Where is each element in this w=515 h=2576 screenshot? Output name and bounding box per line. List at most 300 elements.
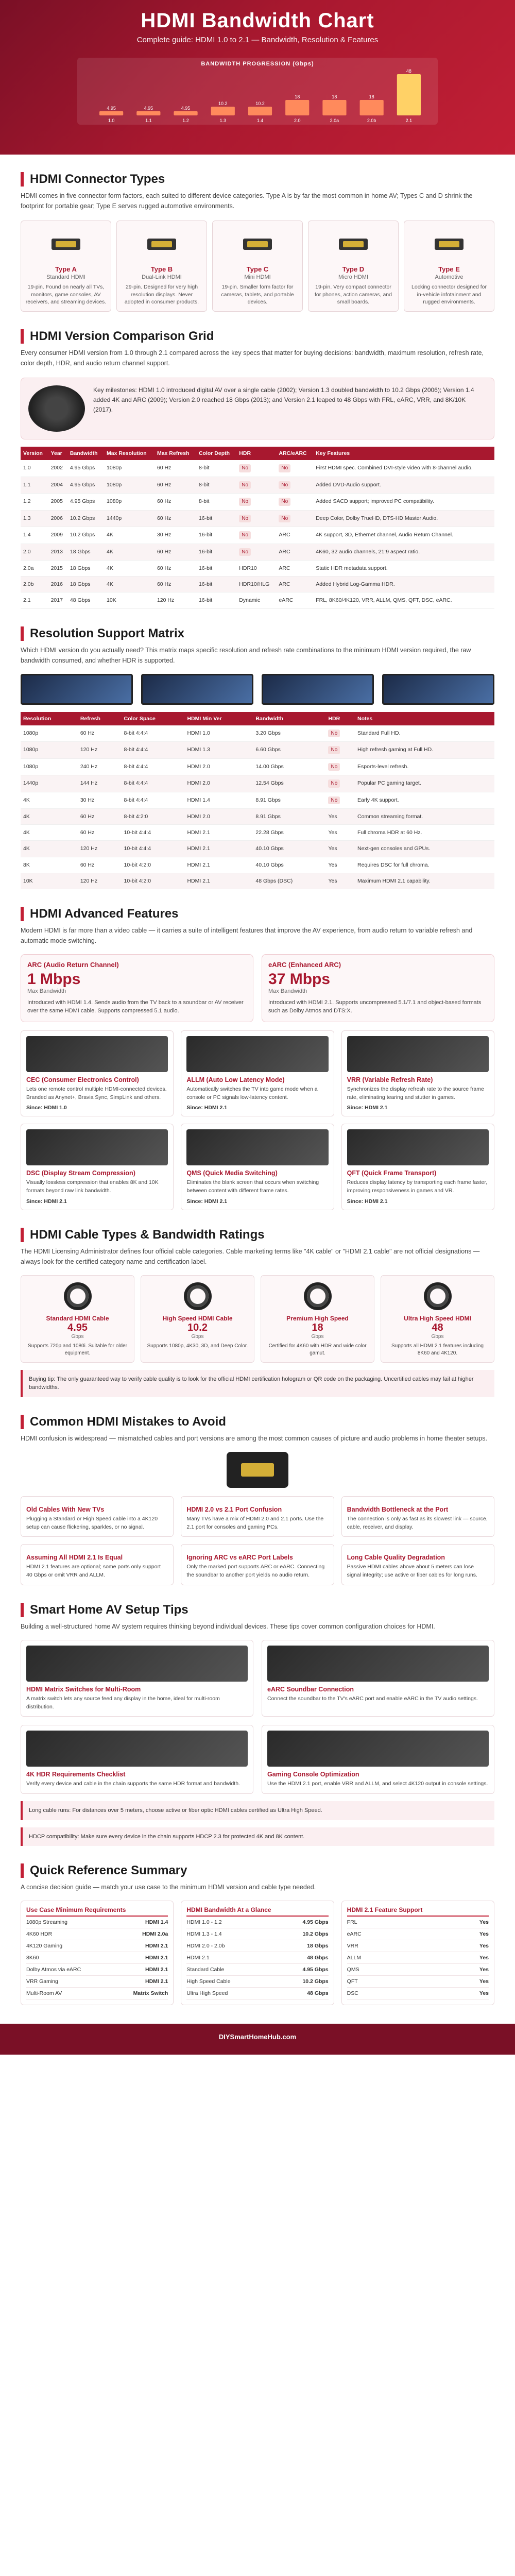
table-cell: 4K [104,544,154,561]
table-cell: 240 Hz [78,758,122,775]
connector-card [21,221,111,312]
cable-intro: The HDMI Licensing Administrator defines four official cable categories. Cable marketing terms like "4K cable" or "HDMI 2.1 cable" are not official designations — always look for the certified category name and certification label. [21,1247,480,1265]
table-cell: 4.95 Gbps [67,460,104,477]
table-cell: Deep Color, Dolby TrueHD, DTS-HD Master Audio. [313,510,494,527]
connector-section [0,172,515,312]
connector-card [308,221,399,312]
table-cell: 1.2 [21,494,48,511]
summary-value: HDMI 2.1 [145,1943,168,1950]
resolution-intro: Which HDMI version do you actually need? This matrix maps specific resolution and refresh rate combinations to the minimum HDMI version required, the raw bandwidth consumed, and whether HDR is supported. [21,646,471,664]
summary-label: QMS [347,1967,359,1973]
table-cell: 8-bit 4:4:4 [122,725,185,742]
cable-card [381,1275,494,1363]
cable-unit: Gbps [311,1333,324,1340]
summary-row [26,1928,168,1940]
setup-heading: Smart Home AV Setup Tips [30,1602,188,1617]
table-cell: 16-bit [196,561,236,577]
table-cell: Yes [325,825,355,841]
table-cell [276,477,313,494]
feature-title: QFT (Quick Frame Transport) [347,1170,437,1177]
connector-spec: Micro HDMI [338,274,369,280]
table-cell: Esports-level refresh. [355,758,494,775]
table-cell: 2.0a [21,561,48,577]
table-cell: Next-gen consoles and GPUs. [355,841,494,857]
summary-row [26,1964,168,1976]
summary-value: HDMI 2.1 [145,1955,168,1961]
table-cell [325,725,355,742]
table-cell: 8-bit 4:4:4 [122,792,185,809]
table-cell [236,460,276,477]
mistakes-intro: HDMI confusion is widespread — mismatched cables and port versions are among the most common causes of picture and audio problems in home theater setups. [21,1434,488,1442]
table-cell: 18 Gbps [67,544,104,561]
feature-desc: Automatically switches the TV into game mode when a console or PC signals low-latency content. [186,1086,318,1100]
table-cell: 8-bit 4:2:0 [122,809,185,825]
table-cell: 12.54 Gbps [253,775,325,792]
connector-image [25,226,107,262]
summary-label: eARC [347,1931,362,1938]
feature-desc: Lets one remote control multiple HDMI-connected devices. Branded as Anynet+, Bravia Sync, SimpLink and others. [26,1086,167,1100]
feature-title: QMS (Quick Media Switching) [186,1170,278,1177]
connector-card [116,221,207,312]
table-cell: 4.95 Gbps [67,477,104,494]
table-cell: 10K [104,592,154,608]
table-cell: 3.20 Gbps [253,725,325,742]
table-cell: 48 Gbps [67,592,104,608]
summary-row [186,1940,328,1952]
cable-desc: Supports 720p and 1080i. Suitable for older equipment. [28,1343,127,1356]
version-row [21,544,494,561]
summary-label: FRL [347,1919,357,1926]
table-cell: 1080p [21,725,78,742]
table-cell: 16-bit [196,544,236,561]
table-cell: Full chroma HDR at 60 Hz. [355,825,494,841]
table-cell: 60 Hz [78,809,122,825]
table-cell: 60 Hz [154,510,196,527]
summary-intro: A concise decision guide — match your use case to the minimum HDMI version and cable type needed. [21,1884,316,1891]
hdcp-tip: HDCP compatibility: Make sure every device in the chain supports HDCP 2.3 for protected 4K and 8K content. [21,1827,494,1846]
summary-label: DSC [347,1990,358,1997]
table-cell: 1080p [21,758,78,775]
table-cell: Yes [325,873,355,889]
table-cell: Early 4K support. [355,792,494,809]
cable-section [0,1228,515,1397]
version-section [0,329,515,609]
table-cell: 1440p [21,775,78,792]
chart-bar [248,107,272,115]
cable-name: High Speed HDMI Cable [162,1314,233,1322]
connector-desc: Locking connector designed for in-vehicle infotainment and rugged environments. [411,284,487,306]
summary-row [347,1928,489,1940]
table-cell: HDMI 2.0 [184,775,253,792]
table-cell [236,477,276,494]
table-cell: 2.1 [21,592,48,608]
cable-unit: Gbps [71,1333,84,1340]
feature-title: ALLM (Auto Low Latency Mode) [186,1076,285,1083]
table-cell: 120 Hz [78,873,122,889]
version-intro: Every consumer HDMI version from 1.0 through 2.1 compared across the key specs that matter for buying decisions: bandwidth, maximum resolution, refresh rate, color depth, HDR, and audio return channel support. [21,349,484,367]
chart-bar [360,100,384,115]
table-cell: 2013 [48,544,67,561]
chart-tick-label: 2.0 [294,118,301,123]
feature-version: Since: HDMI 2.1 [347,1105,388,1111]
table-cell: 10.2 Gbps [67,510,104,527]
table-cell [325,742,355,759]
table-cell [276,494,313,511]
cable-value: 4.95 [67,1321,88,1333]
summary-value: Matrix Switch [133,1990,168,1997]
table-cell: 2015 [48,561,67,577]
feature-version: Since: HDMI 2.1 [347,1198,388,1205]
table-cell: Popular PC gaming target. [355,775,494,792]
mistake-title: HDMI 2.0 vs 2.1 Port Confusion [186,1505,282,1513]
chart-tick-label: 1.0 [108,118,115,123]
connector-image [217,226,298,262]
summary-value: 10.2 Gbps [302,1931,329,1938]
earc-card [262,954,494,1022]
table-cell: 40.10 Gbps [253,841,325,857]
setup-desc: Use the HDMI 2.1 port, enable VRR and ALLM, and select 4K120 output in console settings. [267,1781,488,1787]
summary-label: VRR [347,1943,358,1950]
version-row [21,561,494,577]
table-cell: 4K [104,527,154,544]
resolution-row [21,725,494,742]
cable-value: 18 [312,1321,323,1333]
connector-name: Type C [246,265,269,273]
feature-card [341,1124,494,1210]
connector-spec: Mini HDMI [244,274,271,280]
mistake-card [341,1496,494,1537]
resolution-row [21,758,494,775]
table-cell: 10-bit 4:4:4 [122,825,185,841]
connector-spec: Automotive [435,274,464,280]
summary-value: Yes [479,1978,489,1985]
resolution-table [21,712,494,889]
mistake-title: Ignoring ARC vs eARC Port Labels [186,1554,293,1562]
summary-row [347,1940,489,1952]
table-cell: 60 Hz [78,825,122,841]
summary-value: 48 Gbps [307,1990,329,1997]
table-header: Refresh [78,712,122,725]
arc-title: ARC (Audio Return Channel) [27,960,119,969]
summary-heading: Quick Reference Summary [30,1863,187,1878]
summary-label: HDMI 1.3 - 1.4 [186,1931,222,1938]
table-cell: 2009 [48,527,67,544]
footer-text: DIYSmartHomeHub.com [218,2033,297,2041]
summary-value: HDMI 2.1 [145,1978,168,1985]
status-badge: No [328,730,340,738]
monitor-image [21,674,133,705]
resolution-row [21,857,494,873]
chart-data-label: 48 [406,69,411,74]
connector-desc: 19-pin. Found on nearly all TVs, monitors, game consoles, AV receivers, and streaming devices. [25,284,107,306]
table-cell: 2.0b [21,577,48,592]
connector-spec: Standard HDMI [46,274,85,280]
chart-tick-label: 2.0a [330,118,339,123]
resolution-section [0,626,515,889]
monitor-image [382,674,494,705]
connector-image [313,226,394,262]
table-cell: HDMI 2.0 [184,758,253,775]
hero-header [0,0,515,155]
feature-desc: Synchronizes the display refresh rate to the source frame rate, eliminating tearing and stutter in games. [347,1086,484,1100]
mistake-title: Old Cables With New TVs [26,1505,105,1513]
table-cell: Added SACD support; improved PC compatibility. [313,494,494,511]
chart-tick-label: 1.4 [256,118,264,123]
table-cell: First HDMI spec. Combined DVI-style video with 8-channel audio. [313,460,494,477]
table-cell: ARC [276,527,313,544]
connector-spec: Dual-Link HDMI [142,274,182,280]
version-row [21,577,494,592]
summary-value: 18 Gbps [307,1943,329,1950]
summary-col-title: Use Case Minimum Requirements [26,1906,168,1917]
mistake-title: Assuming All HDMI 2.1 Is Equal [26,1554,123,1562]
version-row [21,510,494,527]
version-row [21,460,494,477]
setup-image [26,1646,248,1682]
cable-card [21,1275,134,1363]
cable-card [261,1275,374,1363]
table-cell: Maximum HDMI 2.1 capability. [355,873,494,889]
status-badge: No [239,464,251,472]
hdmi-plug-image [227,1452,288,1488]
table-cell: 1.3 [21,510,48,527]
table-cell: HDMI 2.0 [184,809,253,825]
setup-desc: Verify every device and cable in the chain supports the same HDR format and bandwidth. [26,1781,240,1787]
connector-desc: 29-pin. Designed for very high resolution displays. Never adopted in consumer products. [124,284,199,306]
setup-image [267,1731,489,1767]
table-cell: 16-bit [196,510,236,527]
summary-section [0,1863,515,2005]
chart-title: BANDWIDTH PROGRESSION (Gbps) [201,61,314,67]
cable-image [145,1281,250,1312]
feature-title: CEC (Consumer Electronics Control) [26,1076,139,1083]
cable-value: 48 [432,1321,443,1333]
earc-unit: Max Bandwidth [268,988,307,994]
table-cell: 1.0 [21,460,48,477]
footer [0,2024,515,2055]
connector-name: Type E [438,265,460,273]
table-cell [325,758,355,775]
summary-row [186,1964,328,1976]
summary-label: HDMI 2.0 - 2.0b [186,1943,225,1950]
table-cell: 60 Hz [78,725,122,742]
summary-label: Ultra High Speed [186,1990,228,1997]
mistake-desc: The connection is only as fast as its slowest link — source, cable, receiver, and display. [347,1515,488,1530]
cable-coil-icon [304,1282,332,1310]
table-cell: Common streaming format. [355,809,494,825]
advanced-intro: Modern HDMI is far more than a video cable — it carries a suite of intelligent features that improve the AV experience, from audio return to variable refresh and automatic mode switching. [21,926,473,944]
summary-row [186,1928,328,1940]
summary-label: High Speed Cable [186,1978,231,1985]
setup-cards [21,1640,494,1794]
table-cell: FRL, 8K60/4K120, VRR, ALLM, QMS, QFT, DSC, eARC. [313,592,494,608]
table-cell: 1.4 [21,527,48,544]
table-header: Max Resolution [104,447,154,460]
table-header: Resolution [21,712,78,725]
table-cell: 1080p [21,742,78,759]
table-header: Color Depth [196,447,236,460]
chart-bar [136,111,160,115]
summary-label: VRR Gaming [26,1978,58,1985]
table-cell: 8K [21,857,78,873]
table-cell: 4K [104,561,154,577]
version-row [21,477,494,494]
status-badge: No [239,498,251,506]
earc-desc: Introduced with HDMI 2.1. Supports uncompressed 5.1/7.1 and object-based formats such as Dolby Atmos and DTS:X. [268,999,482,1014]
connector-card [212,221,303,312]
connector-plug-icon [243,239,272,250]
setup-card [21,1640,253,1717]
status-badge: No [279,498,290,506]
summary-value: Yes [479,1967,489,1973]
status-badge: No [328,779,340,788]
summary-value: HDMI 2.0a [142,1931,168,1938]
table-cell: 8-bit [196,460,236,477]
table-cell: 16-bit [196,527,236,544]
resolution-row [21,809,494,825]
table-header: HDR [236,447,276,460]
table-cell: 2.0 [21,544,48,561]
summary-row [186,1952,328,1964]
status-badge: No [279,515,290,523]
table-cell: Requires DSC for full chroma. [355,857,494,873]
summary-row [26,1917,168,1928]
resolution-row [21,742,494,759]
table-cell: HDMI 1.0 [184,725,253,742]
table-cell [236,510,276,527]
table-cell: 22.28 Gbps [253,825,325,841]
advanced-section [0,907,515,1210]
summary-use-case [21,1901,174,2005]
summary-value: 10.2 Gbps [302,1978,329,1985]
table-cell: Static HDR metadata support. [313,561,494,577]
connector-cards [21,221,494,312]
summary-row [347,1976,489,1988]
summary-row [186,1917,328,1928]
chart-bar [285,100,309,115]
table-cell: 30 Hz [154,527,196,544]
connector-plug-icon [339,239,368,250]
table-cell: 8-bit [196,494,236,511]
chart-tick-label: 1.1 [145,118,152,123]
table-cell: 1080p [104,477,154,494]
table-cell: High refresh gaming at Full HD. [355,742,494,759]
table-cell: 4K [21,809,78,825]
table-header: HDR [325,712,355,725]
table-cell: Yes [325,857,355,873]
connector-image [408,226,490,262]
table-cell: Added DVD-Audio support. [313,477,494,494]
arc-card [21,954,253,1022]
mistake-desc: HDMI 2.1 features are optional; some ports only support 40 Gbps or omit VRR and ALLM. [26,1564,161,1579]
table-cell: HDMI 2.1 [184,825,253,841]
table-cell: 60 Hz [154,577,196,592]
feature-card [341,1030,494,1117]
bandwidth-chart [77,58,438,125]
cable-coil-icon [184,1282,212,1310]
mistakes-heading: Common HDMI Mistakes to Avoid [30,1414,226,1429]
table-cell: 10-bit 4:2:0 [122,857,185,873]
buying-tip: Buying tip: The only guaranteed way to verify cable quality is to look for the official HDMI certification hologram or QR code on the packaging. Uncertified cables may fail at higher bandwidths. [21,1370,494,1397]
table-cell: 18 Gbps [67,561,104,577]
feature-image [347,1129,489,1165]
table-cell: 4K [21,825,78,841]
table-cell: 144 Hz [78,775,122,792]
summary-value: Yes [479,1955,489,1961]
feature-image [186,1129,328,1165]
feature-desc: Eliminates the blank screen that occurs when switching between content with different frame rates. [186,1179,319,1194]
summary-value: Yes [479,1943,489,1950]
table-cell: Dynamic [236,592,276,608]
summary-label: HDMI 1.0 - 1.2 [186,1919,222,1926]
mistake-card [21,1544,174,1585]
table-cell: HDMI 2.1 [184,873,253,889]
table-header: Notes [355,712,494,725]
table-header: Bandwidth [253,712,325,725]
arc-unit: Max Bandwidth [27,988,66,994]
status-badge: No [239,515,251,523]
table-cell: ARC [276,577,313,592]
resolution-heading: Resolution Support Matrix [30,626,184,640]
summary-row [347,1988,489,1999]
table-cell: 60 Hz [154,494,196,511]
table-cell: Added Hybrid Log-Gamma HDR. [313,577,494,592]
feature-desc: Visually lossless compression that enables 8K and 10K formats beyond raw link bandwidth. [26,1179,159,1194]
connector-name: Type A [55,265,77,273]
summary-value: 4.95 Gbps [302,1967,329,1973]
status-badge: No [279,464,290,472]
summary-row [26,1940,168,1952]
table-cell: HDR10/HLG [236,577,276,592]
table-cell: 4K [21,841,78,857]
mistake-desc: Plugging a Standard or High Speed cable into a 4K120 setup can cause flickering, sparkles, or no signal. [26,1515,158,1530]
cable-value: 10.2 [187,1321,208,1333]
summary-bandwidth [181,1901,334,2005]
table-cell: 8-bit 4:4:4 [122,775,185,792]
table-cell: 1080p [104,494,154,511]
arc-value: 1 Mbps [27,970,81,988]
feature-image [186,1036,328,1072]
summary-label: HDMI 2.1 [186,1955,210,1961]
table-cell: eARC [276,592,313,608]
cable-cards [21,1275,494,1363]
mistake-card [341,1544,494,1585]
cable-card [141,1275,254,1363]
version-milestones-text: Key milestones: HDMI 1.0 introduced digital AV over a single cable (2002); Version 1.3 doubled bandwidth to 10.2 Gbps (2006); Version 1.4 added 4K and ARC (2009); Version 2.0 reached 18 Gbps (2013); and Version 2.1 leaped to 48 Gbps with FRL, eARC, VRR, and 8K/10K (2017). [93,386,474,414]
summary-col-title: HDMI 2.1 Feature Support [347,1906,489,1917]
version-row [21,494,494,511]
chart-bar [99,111,123,115]
mistake-title: Bandwidth Bottleneck at the Port [347,1505,449,1513]
earc-value: 37 Mbps [268,970,331,988]
summary-label: QFT [347,1978,358,1985]
setup-card [262,1725,494,1794]
table-cell: 8-bit [196,477,236,494]
summary-value: 48 Gbps [307,1955,329,1961]
summary-value: 4.95 Gbps [302,1919,329,1926]
cable-unit: Gbps [191,1333,204,1340]
chart-data-label: 10.2 [218,101,228,106]
connector-name: Type B [150,265,173,273]
table-cell: 48 Gbps (DSC) [253,873,325,889]
summary-label: 4K60 HDR [26,1931,53,1938]
cable-desc: Supports 1080p, 4K30, 3D, and Deep Color. [147,1343,248,1349]
resolution-row [21,775,494,792]
setup-image [26,1731,248,1767]
cable-desc: Supports all HDMI 2.1 features including 8K60 and 4K120. [391,1343,484,1356]
table-header: Key Features [313,447,494,460]
chart-data-label: 4.95 [144,105,153,111]
